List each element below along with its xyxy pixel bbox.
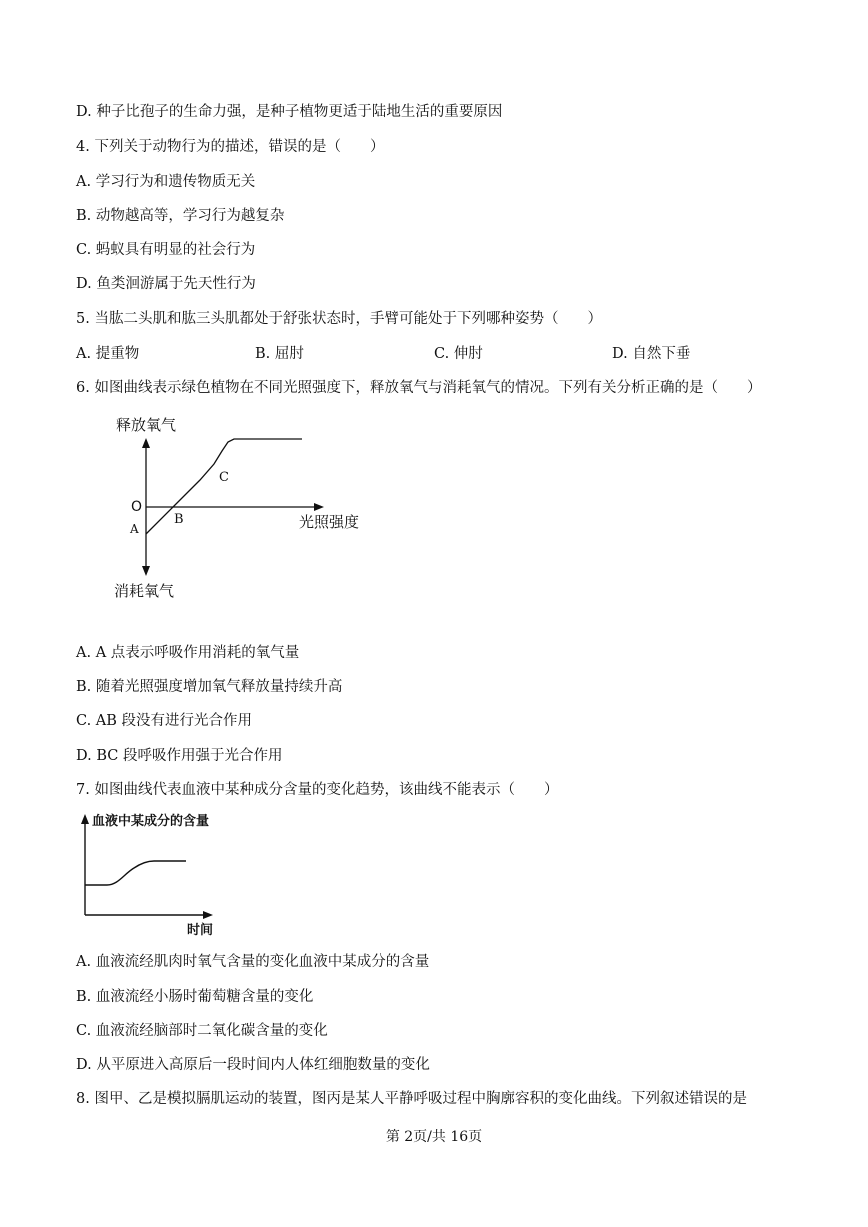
q7-x-label: 时间 [187,923,214,938]
q6-y-arrow-down-icon [142,566,150,576]
q7-option-a: A. 血液流经肌肉时氧气含量的变化血液中某成分的含量 [76,954,430,970]
q6-y-bottom-label: 消耗氧气 [114,582,175,600]
q6-y-arrow-up-icon [142,438,150,448]
q7-y-label: 血液中某成分的含量 [92,814,210,829]
q6-option-b: B. 随着光照强度增加氧气释放量持续升高 [76,679,343,695]
q4-option-b: B. 动物越高等，学习行为越复杂 [76,208,285,224]
q6-option-d: D. BC 段呼吸作用强于光合作用 [76,748,283,764]
q6-option-a: A. A 点表示呼吸作用消耗的氧气量 [76,645,300,661]
q7-x-arrow-icon [203,911,213,919]
q7-option-d: D. 从平原进入高原后一段时间内人体红细胞数量的变化 [76,1057,430,1073]
q7-option-c: C. 血液流经脑部时二氧化碳含量的变化 [76,1023,328,1039]
q6-point-a-label: A [130,522,139,536]
q6-option-c: C. AB 段没有进行光合作用 [76,713,253,729]
q4-option-a: A. 学习行为和遗传物质无关 [76,174,256,190]
q6-y-top-label: 释放氧气 [116,416,177,434]
q6-stem: 6. 如图曲线表示绿色植物在不同光照强度下，释放氧气与消耗氧气的情况。下列有关分析正确的是（ ） [76,380,762,396]
q7-y-arrow-icon [81,814,89,824]
q4-option-c: C. 蚂蚁具有明显的社会行为 [76,242,256,258]
q7-stem: 7. 如图曲线代表血液中某种成分含量的变化趋势，该曲线不能表示（ ） [76,782,559,798]
q6-origin-label: O [131,499,143,515]
page-footer: 第 2页/共 16页 [385,1129,483,1145]
q5-stem: 5. 当肱二头肌和肱三头肌都处于舒张状态时，手臂可能处于下列哪种姿势（ ） [76,311,602,327]
q3-option-d: D. 种子比孢子的生命力强，是种子植物更适于陆地生活的重要原因 [76,104,503,120]
q5-option-c: C. 伸肘 [434,346,483,362]
q7-option-b: B. 血液流经小肠时葡萄糖含量的变化 [76,989,314,1005]
q5-option-a: A. 提重物 [76,346,140,362]
q6-point-b-label: B [174,512,184,527]
q8-stem: 8. 图甲、乙是模拟膈肌运动的装置，图丙是某人平静呼吸过程中胸廓容积的变化曲线。下列叙述错误的是 [76,1091,747,1107]
q6-x-label: 光照强度 [299,513,360,531]
q6-x-arrow-icon [314,503,324,511]
q5-option-b: B. 屈肘 [255,346,304,362]
q5-option-d: D. 自然下垂 [612,346,691,362]
q6-point-c-label: C [219,470,229,485]
q6-curve [146,439,302,534]
q4-stem: 4. 下列关于动物行为的描述，错误的是（ ） [76,139,385,155]
q7-curve [85,861,186,885]
q4-option-d: D. 鱼类洄游属于先天性行为 [76,276,256,292]
